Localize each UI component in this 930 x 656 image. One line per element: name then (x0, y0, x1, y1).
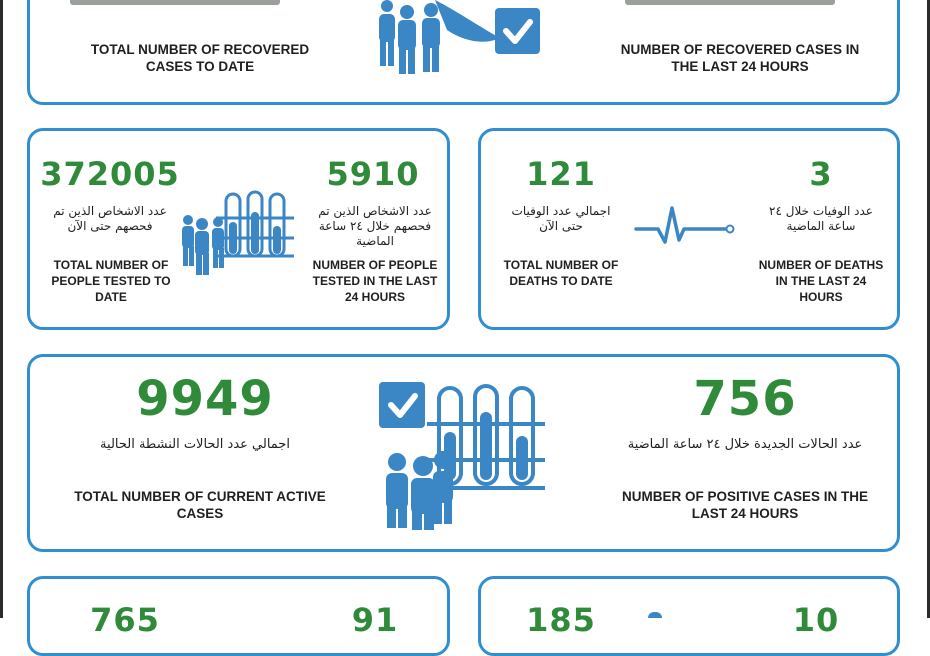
deaths-last24-english-label: NUMBER OF DEATHS IN THE LAST 24 HOURS (758, 258, 884, 304)
positive-cases-english-label: NUMBER OF POSITIVE CASES IN THE LAST 24 HOURS (621, 489, 869, 521)
positive-cases-value: 756 (693, 371, 797, 427)
recovered-total-label: TOTAL NUMBER OF RECOVERED CASES TO DATE (90, 42, 310, 74)
tested-total-arabic-label: عدد الاشخاص الذين تم فحصهم حتى الآن (53, 204, 167, 233)
bottom-right-value-a: 185 (526, 601, 596, 639)
deaths-total-arabic-label: اجمالي عدد الوفيات حتى الآن (511, 204, 611, 233)
tested-last24-arabic-label: عدد الاشخاص الذين تم فحصهم خلال ٢٤ ساعة الماضية (318, 204, 432, 248)
active-cases-english-label: TOTAL NUMBER OF CURRENT ACTIVE CASES (74, 489, 326, 521)
people-tubes-check-icon (375, 378, 555, 530)
heartbeat-line-icon (632, 200, 737, 250)
deaths-total-english-label: TOTAL NUMBER OF DEATHS TO DATE (503, 258, 619, 288)
deaths-last24-value: 3 (809, 155, 833, 193)
tested-total-value: 372005 (40, 155, 180, 193)
tested-total-english-label: TOTAL NUMBER OF PEOPLE TESTED TO DATE (51, 258, 171, 304)
positive-cases-arabic-label: عدد الحالات الجديدة خلال ٢٤ ساعة الماضية (627, 437, 863, 452)
recovered-people-check-icon (365, 0, 555, 80)
tested-last24-value: 5910 (326, 155, 420, 193)
deaths-total-value: 121 (526, 155, 596, 193)
bottom-right-card (478, 576, 900, 656)
active-cases-value: 9949 (136, 371, 274, 427)
recovered-last24-label: NUMBER OF RECOVERED CASES IN THE LAST 24 HOURS (620, 42, 860, 74)
bottom-left-value-a: 765 (90, 601, 160, 639)
deaths-last24-arabic-label: عدد الوفيات خلال ٢٤ ساعة الماضية (769, 204, 873, 233)
left-frame-edge (0, 0, 3, 618)
bottom-right-icon-fragment (648, 612, 662, 618)
bottom-left-value-b: 91 (351, 601, 399, 639)
recovered-total-value-cutoff (70, 0, 280, 5)
bottom-left-card (27, 576, 450, 656)
tested-last24-english-label: NUMBER OF PEOPLE TESTED IN THE LAST 24 HOURS (312, 258, 438, 304)
active-cases-arabic-label: اجمالي عدد الحالات النشطة الحالية (100, 437, 290, 452)
bottom-right-value-b: 10 (792, 601, 840, 639)
people-test-tubes-icon (178, 188, 298, 278)
recovered-last24-value-cutoff (625, 0, 835, 5)
